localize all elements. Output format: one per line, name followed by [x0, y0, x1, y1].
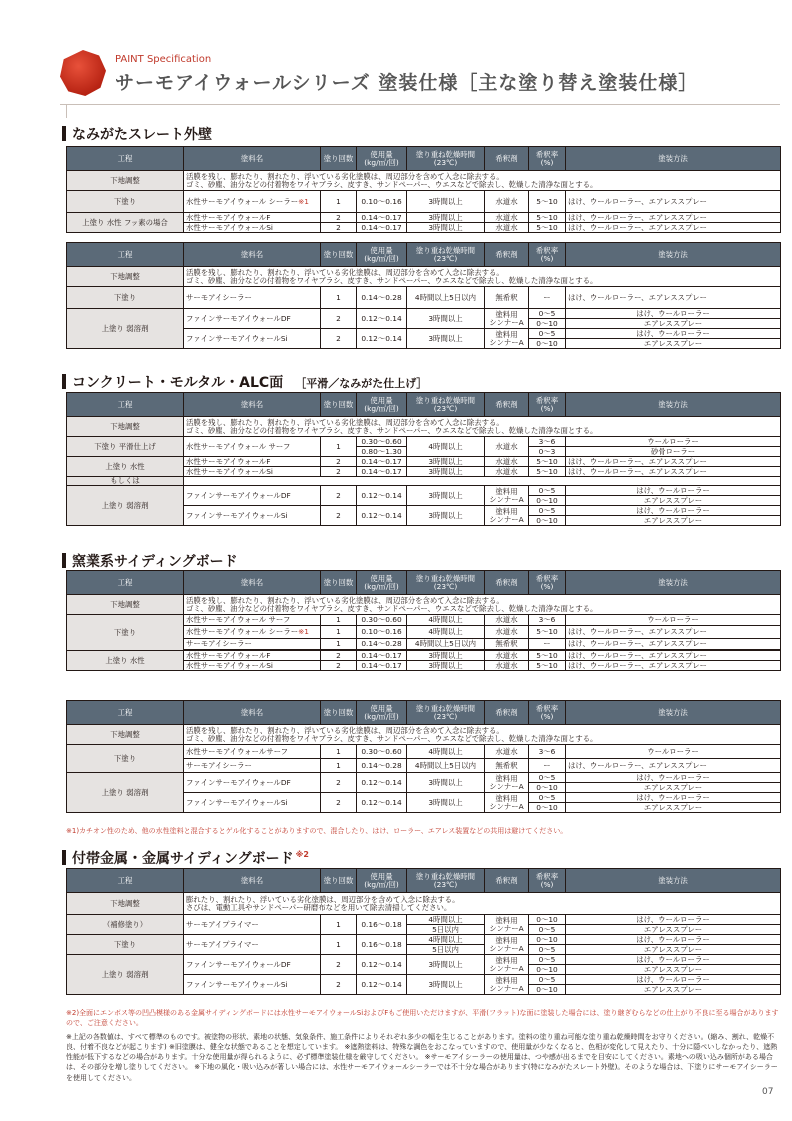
cell: 0〜10	[529, 496, 566, 506]
cell: 下塗り	[67, 615, 184, 651]
cell: 4時間以上	[407, 935, 485, 945]
cell: 5〜10	[529, 651, 566, 661]
cell: 塗料用 シンナーA	[485, 935, 529, 955]
cell: 0.14〜0.28	[357, 639, 407, 650]
col-header: 希釈率 (%)	[529, 393, 566, 417]
cell: はけ、ウールローラー	[566, 773, 781, 783]
cell: 0〜10	[529, 783, 566, 793]
spec-table	[66, 146, 781, 233]
cell: エアレススプレー	[566, 783, 781, 793]
col-header: 使用量 (kg/㎡/回)	[357, 571, 407, 595]
paint-name: 水性サーモアイウォールF	[184, 651, 321, 661]
cell: 0.14〜0.28	[357, 287, 407, 309]
section-title: コンクリート・モルタル・ALC面 ［平滑／なみがた仕上げ］	[62, 372, 427, 392]
cell: エアレススプレー	[566, 496, 781, 506]
col-header: 塗装方法	[566, 393, 781, 417]
paint-name: ファインサーモアイウォールSi	[184, 793, 321, 813]
cell: 3時間以上	[407, 213, 485, 223]
cell: 2	[321, 955, 357, 975]
cell: 0〜10	[529, 935, 566, 945]
cell: はけ、ウールローラー	[566, 329, 781, 339]
paint-name: サーモアイシーラー	[184, 287, 321, 309]
col-header: 工程	[67, 701, 184, 725]
cell: エアレススプレー	[566, 319, 781, 329]
cell: 0〜5	[529, 925, 566, 935]
cell: 0.14〜0.17	[357, 661, 407, 671]
col-header: 希釈率 (%)	[529, 869, 566, 893]
cell: 0〜3	[529, 447, 566, 457]
cell: 3時間以上	[407, 223, 485, 233]
cell: 5〜10	[529, 213, 566, 223]
col-header: 希釈剤	[485, 701, 529, 725]
col-header: 希釈率 (%)	[529, 243, 566, 267]
cell: ー	[529, 759, 566, 773]
col-header: 塗り重ね乾燥時間 (23℃)	[407, 243, 485, 267]
cell: 無希釈	[485, 287, 529, 309]
cell: 2	[321, 651, 357, 661]
cell: 上塗り 弱溶剤	[67, 773, 184, 813]
cell: 3時間以上	[407, 506, 485, 526]
cell: 1	[321, 935, 357, 955]
col-header: 使用量 (kg/㎡/回)	[357, 869, 407, 893]
cell: 3時間以上	[407, 457, 485, 467]
cell: 塗料用 シンナーA	[485, 329, 529, 349]
cell: 塗料用 シンナーA	[485, 955, 529, 975]
cell: 5〜10	[529, 467, 566, 477]
paint-name: 水性サーモアイウォールSi	[184, 223, 321, 233]
cell: 水道水	[485, 651, 529, 661]
cell: はけ、ウールローラー	[566, 506, 781, 516]
col-header: 塗装方法	[566, 701, 781, 725]
cell: はけ、ウールローラー、エアレススプレー	[566, 661, 781, 671]
cell: 0.80〜1.30	[357, 447, 407, 457]
cell: 5日以内	[407, 925, 485, 935]
cell: はけ、ウールローラー	[566, 935, 781, 945]
cell: エアレススプレー	[566, 339, 781, 349]
cell: 1	[321, 639, 357, 650]
cell: 3時間以上	[407, 309, 485, 329]
cell: エアレススプレー	[566, 985, 781, 995]
cell: はけ、ウールローラー、エアレススプレー	[566, 287, 781, 309]
cell: 無希釈	[485, 759, 529, 773]
cell: 3時間以上	[407, 329, 485, 349]
spec-table	[66, 700, 781, 813]
col-header: 塗り回数	[321, 393, 357, 417]
col-header: 工程	[67, 147, 184, 171]
cell: 1	[321, 745, 357, 759]
cell: もしくは	[67, 477, 184, 486]
cell: 塗料用 シンナーA	[485, 773, 529, 793]
spec-table	[66, 570, 781, 671]
cell: 5〜10	[529, 223, 566, 233]
cell: 水道水	[485, 467, 529, 477]
paint-name: 水性サーモアイウォールサーフ	[184, 745, 321, 759]
cell: 2	[321, 773, 357, 793]
cell: 0.14〜0.17	[357, 213, 407, 223]
col-header: 希釈剤	[485, 869, 529, 893]
cell: 5日以内	[407, 945, 485, 955]
cell: 0〜5	[529, 793, 566, 803]
cell: はけ、ウールローラー、エアレススプレー	[566, 759, 781, 773]
cell: 1	[321, 915, 357, 935]
col-header: 塗装方法	[566, 869, 781, 893]
col-header: 使用量 (kg/㎡/回)	[357, 701, 407, 725]
cell: 0〜10	[529, 915, 566, 925]
cell: 0〜5	[529, 773, 566, 783]
cell: 塗料用 シンナーA	[485, 309, 529, 329]
cell: 上塗り 弱溶剤	[67, 309, 184, 349]
cell: 0.30〜0.60	[357, 615, 407, 626]
cell: 下塗り 平滑仕上げ	[67, 437, 184, 457]
cell: はけ、ウールローラー、エアレススプレー	[566, 191, 781, 213]
cell: 0〜5	[529, 329, 566, 339]
cell: 0〜5	[529, 486, 566, 496]
cell: 0.12〜0.14	[357, 975, 407, 995]
cell: 上塗り 水性	[67, 651, 184, 671]
cell: 0.14〜0.17	[357, 457, 407, 467]
col-header: 塗り回数	[321, 147, 357, 171]
cell: 3時間以上	[407, 773, 485, 793]
cell: ウールローラー	[566, 615, 781, 626]
cell: 1	[321, 615, 357, 626]
col-header: 希釈剤	[485, 393, 529, 417]
col-header: 塗り重ね乾燥時間 (23℃)	[407, 393, 485, 417]
cell: 上塗り 水性	[67, 457, 184, 477]
cell: 0.12〜0.14	[357, 955, 407, 975]
cell: 3〜6	[529, 745, 566, 759]
cell: はけ、ウールローラー	[566, 955, 781, 965]
note-3: ※上記の各数値は、すべて標準のものです。被塗物の形状、素地の状態、気象条件、施工条件によりそれぞれ多少の幅を生じることがあります。塗料の塗り重ね可能な塗り重ね乾燥時間をお守りください。(縮み、割れ、乾燥不良、付着不良などが起こります) ※旧塗膜は、健全な状態であることを想定しています。 ※遮熱塗料は、特殊な調色をおこなっていますので、使用量が少なくなると、色相が変化して見えたり、十分に隠ぺいしなかったり、遮熱性能が低下するなどの場合があります。十分な使用量が得られるように、必ず標準塗装仕様を厳守してください。 ※サーモアイシーラーの使用量は、つや感が出るまでを目安にしてください。素地への吸い込み個所がある場合は、その部分を増し塗りしてください。 ※下地の風化・吸い込みが著しい場合には、水性サーモアイウォールシーラーでは不十分な場合があります(特になみがたスレート外壁)。そのような場合は、下塗りにサーモアイシーラーを使用してください。	[66, 1033, 778, 1082]
col-header: 塗料名	[184, 393, 321, 417]
cell: 塗料用 シンナーA	[485, 915, 529, 935]
cell: 0.14〜0.17	[357, 223, 407, 233]
cell: 下塗り	[67, 935, 184, 955]
col-header: 工程	[67, 243, 184, 267]
col-header: 塗り重ね乾燥時間 (23℃)	[407, 147, 485, 171]
paint-name: 水性サーモアイウォールSi	[184, 467, 321, 477]
cell: 下地調整	[67, 267, 184, 287]
cell: エアレススプレー	[566, 803, 781, 813]
cell: 砂骨ローラー	[566, 447, 781, 457]
cell: 1	[321, 191, 357, 213]
cell: 4時間以上5日以内	[407, 639, 485, 650]
section-title: 付帯金属・金属サイディングボード $^{※2}$	[62, 848, 309, 868]
cell: 1	[321, 437, 357, 457]
cell: 0.12〜0.14	[357, 486, 407, 506]
cell: 上塗り 水性 フッ素の場合	[67, 213, 184, 233]
cell: 2	[321, 975, 357, 995]
col-header: 塗料名	[184, 571, 321, 595]
cell: はけ、ウールローラー、エアレススプレー	[566, 213, 781, 223]
cell: 0.10〜0.16	[357, 191, 407, 213]
cell: 2	[321, 223, 357, 233]
cell: 0.16〜0.18	[357, 935, 407, 955]
cell: はけ、ウールローラー	[566, 915, 781, 925]
page-title: サーモアイウォールシリーズ 塗装仕様［主な塗り替え塗装仕様］	[115, 72, 699, 94]
col-header: 希釈剤	[485, 147, 529, 171]
paint-name: ファインサーモアイウォールSi	[184, 975, 321, 995]
col-header: 塗り回数	[321, 571, 357, 595]
col-header: 使用量 (kg/㎡/回)	[357, 393, 407, 417]
cell: 水道水	[485, 457, 529, 467]
cell: 下塗り	[67, 191, 184, 213]
cell: 2	[321, 457, 357, 467]
cell: 0.12〜0.14	[357, 329, 407, 349]
col-header: 希釈率 (%)	[529, 571, 566, 595]
cell: 5〜10	[529, 661, 566, 671]
paint-name: 水性サーモアイウォールSi	[184, 661, 321, 671]
spec-table	[66, 392, 781, 526]
col-header: 塗料名	[184, 869, 321, 893]
cell: 水道水	[485, 437, 529, 457]
cell: ウールローラー	[566, 745, 781, 759]
cell: 0〜10	[529, 965, 566, 975]
cell: はけ、ウールローラー、エアレススプレー	[566, 223, 781, 233]
cell: エアレススプレー	[566, 925, 781, 935]
cell: 3〜6	[529, 437, 566, 447]
cell: はけ、ウールローラー	[566, 793, 781, 803]
cell: 下地調整	[67, 417, 184, 437]
paint-name: 水性サーモアイウォールF	[184, 213, 321, 223]
paint-name: 水性サーモアイウォール サーフ	[184, 615, 321, 626]
cell: 0〜5	[529, 945, 566, 955]
cell: 水道水	[485, 661, 529, 671]
cell: 無希釈	[485, 639, 529, 650]
prep-text: 活膜を残し、膨れたり、割れたり、浮いている劣化塗膜は、周辺部分を含めて入念に除去する。 ゴミ、砂塵、油分などの付着物をワイヤブラシ、皮すき、サンドペーパー、ウエスなどで除去し、乾燥した清浄な面とする。	[184, 725, 781, 745]
cell: 2	[321, 309, 357, 329]
col-header: 希釈率 (%)	[529, 147, 566, 171]
cell: 上塗り 弱溶剤	[67, 955, 184, 995]
cell: エアレススプレー	[566, 965, 781, 975]
header-rule-tick	[66, 104, 67, 118]
cell: 0.12〜0.14	[357, 506, 407, 526]
prep-text: 活膜を残し、膨れたり、割れたり、浮いている劣化塗膜は、周辺部分を含めて入念に除去する。 ゴミ、砂塵、油分などの付着物をワイヤブラシ、皮すき、サンドペーパー、ウエスなどで除去し、乾燥した清浄な面とする。	[184, 595, 781, 615]
col-header: 工程	[67, 393, 184, 417]
cell: 0.14〜0.17	[357, 651, 407, 661]
section-title: なみがたスレート外壁	[62, 124, 212, 144]
paint-name: ファインサーモアイウォールDF	[184, 773, 321, 793]
col-header: 塗り重ね乾燥時間 (23℃)	[407, 869, 485, 893]
cell: 0〜5	[529, 309, 566, 319]
cell: 0〜10	[529, 339, 566, 349]
cell: 4時間以上	[407, 437, 485, 457]
cell: 3〜6	[529, 615, 566, 626]
paint-name: サーモアイプライマー	[184, 915, 321, 935]
cell: 0.14〜0.17	[357, 467, 407, 477]
cell: 3時間以上	[407, 467, 485, 477]
cell: 塗料用 シンナーA	[485, 506, 529, 526]
cell: 0.30〜0.60	[357, 437, 407, 447]
cell: 0.14〜0.28	[357, 759, 407, 773]
cell: 水道水	[485, 745, 529, 759]
paint-name: ファインサーモアイウォールDF	[184, 309, 321, 329]
cell: 3時間以上	[407, 486, 485, 506]
cell: ー	[529, 287, 566, 309]
col-header: 塗り回数	[321, 701, 357, 725]
col-header: 塗装方法	[566, 571, 781, 595]
col-header: 使用量 (kg/㎡/回)	[357, 243, 407, 267]
col-header: 塗装方法	[566, 147, 781, 171]
cell: はけ、ウールローラー	[566, 975, 781, 985]
page-number: 07	[762, 1087, 774, 1097]
cell: 0〜10	[529, 985, 566, 995]
cell: ー	[529, 639, 566, 650]
cell: 5〜10	[529, 457, 566, 467]
cell: はけ、ウールローラー、エアレススプレー	[566, 467, 781, 477]
cell: 0.12〜0.14	[357, 773, 407, 793]
cell: 水道水	[485, 191, 529, 213]
cell: 0.12〜0.14	[357, 793, 407, 813]
cell: エアレススプレー	[566, 945, 781, 955]
col-header: 塗装方法	[566, 243, 781, 267]
paint-name: ファインサーモアイウォールDF	[184, 955, 321, 975]
paint-name: 水性サーモアイウォール シーラー※1	[184, 626, 321, 639]
cell: 下地調整	[67, 171, 184, 191]
cell: 下地調整	[67, 595, 184, 615]
cell: （補修塗り）	[67, 915, 184, 935]
paint-name: 水性サーモアイウォールF	[184, 457, 321, 467]
cell: 1	[321, 626, 357, 639]
cell: 4時間以上	[407, 745, 485, 759]
cell: 下塗り	[67, 287, 184, 309]
cell: 3時間以上	[407, 661, 485, 671]
cell: はけ、ウールローラー、エアレススプレー	[566, 457, 781, 467]
col-header: 工程	[67, 869, 184, 893]
cell: ウールローラー	[566, 437, 781, 447]
col-header: 希釈率 (%)	[529, 701, 566, 725]
cell: 2	[321, 661, 357, 671]
paint-name: ファインサーモアイウォールDF	[184, 486, 321, 506]
cell: 2	[321, 467, 357, 477]
cell: 2	[321, 213, 357, 223]
cell: 水道水	[485, 626, 529, 639]
col-header: 使用量 (kg/㎡/回)	[357, 147, 407, 171]
cell: 0〜5	[529, 506, 566, 516]
col-header: 塗り重ね乾燥時間 (23℃)	[407, 701, 485, 725]
paint-name: 水性サーモアイウォール シーラー※1	[184, 191, 321, 213]
cell: はけ、ウールローラー	[566, 486, 781, 496]
cell: 2	[321, 793, 357, 813]
cell: 0〜5	[529, 975, 566, 985]
cell: エアレススプレー	[566, 516, 781, 526]
cell: 下地調整	[67, 893, 184, 915]
cell: 0〜10	[529, 803, 566, 813]
cell	[184, 477, 781, 486]
col-header: 希釈剤	[485, 571, 529, 595]
cell: 下塗り	[67, 745, 184, 773]
col-header: 希釈剤	[485, 243, 529, 267]
cell: 3時間以上	[407, 955, 485, 975]
cell: 塗料用 シンナーA	[485, 486, 529, 506]
cell: 3時間以上	[407, 975, 485, 995]
cell: 下地調整	[67, 725, 184, 745]
col-header: 塗料名	[184, 701, 321, 725]
paint-name: サーモアイプライマー	[184, 935, 321, 955]
col-header: 塗料名	[184, 243, 321, 267]
header-rule	[60, 104, 780, 105]
note-2: ※2)全面にエンボス等の凹凸模様のある金属サイディングボードには水性サーモアイウォールSiおよびFもご使用いただけますが、平滑(フラット)な面に塗装した場合には、塗り継ぎむらなどの仕上がり不良に至る場合がありますので、ご注意ください。	[66, 1009, 779, 1028]
cell: 水道水	[485, 213, 529, 223]
cell: 0〜10	[529, 516, 566, 526]
cell: 4時間以上	[407, 915, 485, 925]
col-header: 塗料名	[184, 147, 321, 171]
cell: 3時間以上	[407, 191, 485, 213]
cell: 4時間以上5日以内	[407, 759, 485, 773]
cell: 0〜5	[529, 955, 566, 965]
paint-name: サーモアイシーラー	[184, 639, 321, 650]
cell: 4時間以上5日以内	[407, 287, 485, 309]
section-title: 窯業系サイディングボード	[62, 551, 238, 571]
page-header	[60, 44, 760, 104]
cell: 5〜10	[529, 191, 566, 213]
cell: 0.12〜0.14	[357, 309, 407, 329]
prep-text: 活膜を残し、膨れたり、割れたり、浮いている劣化塗膜は、周辺部分を含めて入念に除去する。 ゴミ、砂塵、油分などの付着物をワイヤブラシ、皮すき、サンドペーパー、ウエスなどで除去し、乾燥した清浄な面とする。	[184, 267, 781, 287]
note-1: ※1)カチオン性のため、他の水性塗料と混合するとゲル化することがありますので、混合したり、はけ、ローラー、エアレス装置などの共用は避けてください。	[66, 827, 568, 835]
cell: 2	[321, 329, 357, 349]
col-header: 塗り回数	[321, 243, 357, 267]
cell: はけ、ウールローラー、エアレススプレー	[566, 639, 781, 650]
cell: 0.30〜0.60	[357, 745, 407, 759]
cell: 3時間以上	[407, 651, 485, 661]
cell: はけ、ウールローラー、エアレススプレー	[566, 626, 781, 639]
spec-table	[66, 242, 781, 349]
paint-drop-logo	[60, 50, 106, 96]
col-header: 塗り回数	[321, 869, 357, 893]
cell: 4時間以上	[407, 615, 485, 626]
header-en: PAINT Specification	[115, 54, 212, 65]
cell: 1	[321, 759, 357, 773]
cell: 塗料用 シンナーA	[485, 975, 529, 995]
paint-name: サーモアイシーラー	[184, 759, 321, 773]
cell: 4時間以上	[407, 626, 485, 639]
paint-name: ファインサーモアイウォールSi	[184, 329, 321, 349]
prep-text: 活膜を残し、膨れたり、割れたり、浮いている劣化塗膜は、周辺部分を含めて入念に除去する。 ゴミ、砂塵、油分などの付着物をワイヤブラシ、皮すき、サンドペーパー、ウエスなどで除去し、乾燥した清浄な面とする。	[184, 417, 781, 437]
cell: 上塗り 弱溶剤	[67, 486, 184, 526]
cell: 0〜10	[529, 319, 566, 329]
cell: 0.16〜0.18	[357, 915, 407, 935]
spec-table	[66, 868, 781, 995]
cell: 水道水	[485, 615, 529, 626]
col-header: 塗り重ね乾燥時間 (23℃)	[407, 571, 485, 595]
cell: はけ、ウールローラー、エアレススプレー	[566, 651, 781, 661]
cell: 2	[321, 486, 357, 506]
cell: 0.10〜0.16	[357, 626, 407, 639]
cell: 1	[321, 287, 357, 309]
cell: 水道水	[485, 223, 529, 233]
paint-name: 水性サーモアイウォール サーフ	[184, 437, 321, 457]
prep-text: 活膜を残し、膨れたり、割れたり、浮いている劣化塗膜は、周辺部分を含めて入念に除去する。 ゴミ、砂塵、油分などの付着物をワイヤブラシ、皮すき、サンドペーパー、ウエスなどで除去し、乾燥した清浄な面とする。	[184, 171, 781, 191]
cell: はけ、ウールローラー	[566, 309, 781, 319]
cell: 3時間以上	[407, 793, 485, 813]
paint-name: ファインサーモアイウォールSi	[184, 506, 321, 526]
cell: 5〜10	[529, 626, 566, 639]
prep-text: 膨れたり、割れたり、浮いている劣化塗膜は、周辺部分を含めて入念に除去する。 さびは、電動工具やサンドペーパー研磨布などを用いて除去清掃してください。	[184, 893, 781, 915]
col-header: 工程	[67, 571, 184, 595]
cell: 塗料用 シンナーA	[485, 793, 529, 813]
cell: 2	[321, 506, 357, 526]
